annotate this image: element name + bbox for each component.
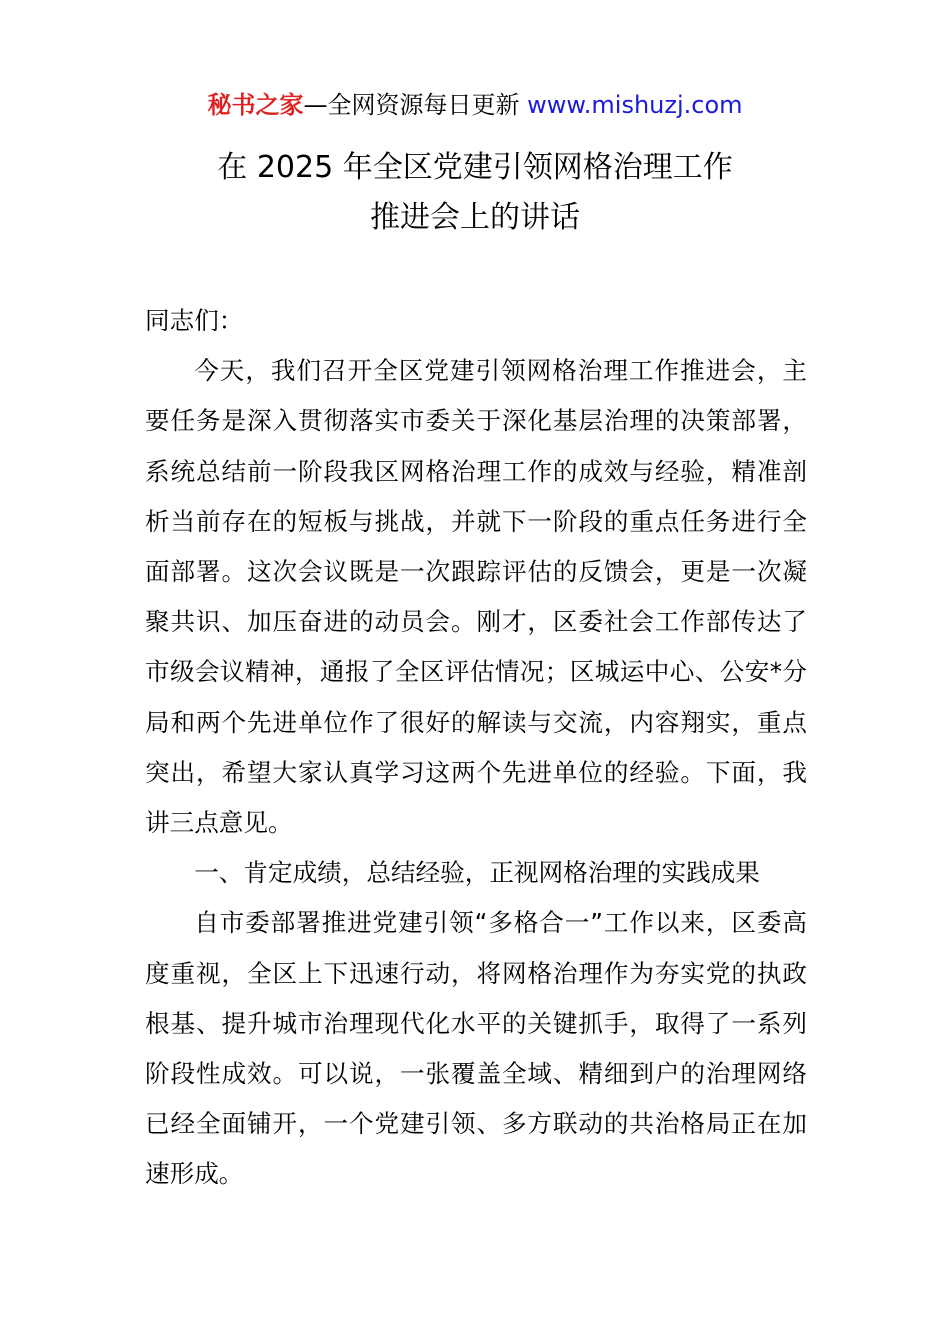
document-body [145, 296, 807, 1200]
site-header [0, 88, 950, 122]
site-brand: 秘书之家 [207, 91, 304, 119]
salutation: 同志们： [145, 306, 244, 335]
section-heading-1: 一、肯定成绩，总结经验，正视网格治理的实践成果 [194, 858, 760, 888]
site-tagline: —全网资源每日更新 [303, 91, 528, 119]
site-url-link[interactable]: www.mishuzj.com [527, 91, 743, 119]
paragraph-section-1: 自市委部署推进党建引领“多格合一”工作以来，区委高度重视，全区上下迅速行动，将网格治理作为夯实党的执政根基、提升城市治理现代化水平的关键抓手，取得了一系列阶段性成效。可以说，一张覆盖全域、精细到户的治理网络已经全面铺开，一个党建引领、多方联动的共治格局正在加速形成。 [145, 908, 807, 1189]
paragraph-intro: 今天，我们召开全区党建引领网格治理工作推进会，主要任务是深入贯彻落实市委关于深化基层治理的决策部署，系统总结前一阶段我区网格治理工作的成效与经验，精准剖析当前存在的短板与挑战，并就下一阶段的重点任务进行全面部署。这次会议既是一次跟踪评估的反馈会，更是一次凝聚共识、加压奋进的动员会。刚才，区委社会工作部传达了市级会议精神，通报了全区评估情况；区城运中心、公安*分局和两个先进单位作了很好的解读与交流，内容翔实，重点突出，希望大家认真学习这两个先进单位的经验。下面，我讲三点意见。 [145, 356, 807, 838]
document-title-line-2: 推进会上的讲话 [370, 200, 580, 235]
document-title-line-1: 在 2025 年全区党建引领网格治理工作 [217, 150, 733, 185]
